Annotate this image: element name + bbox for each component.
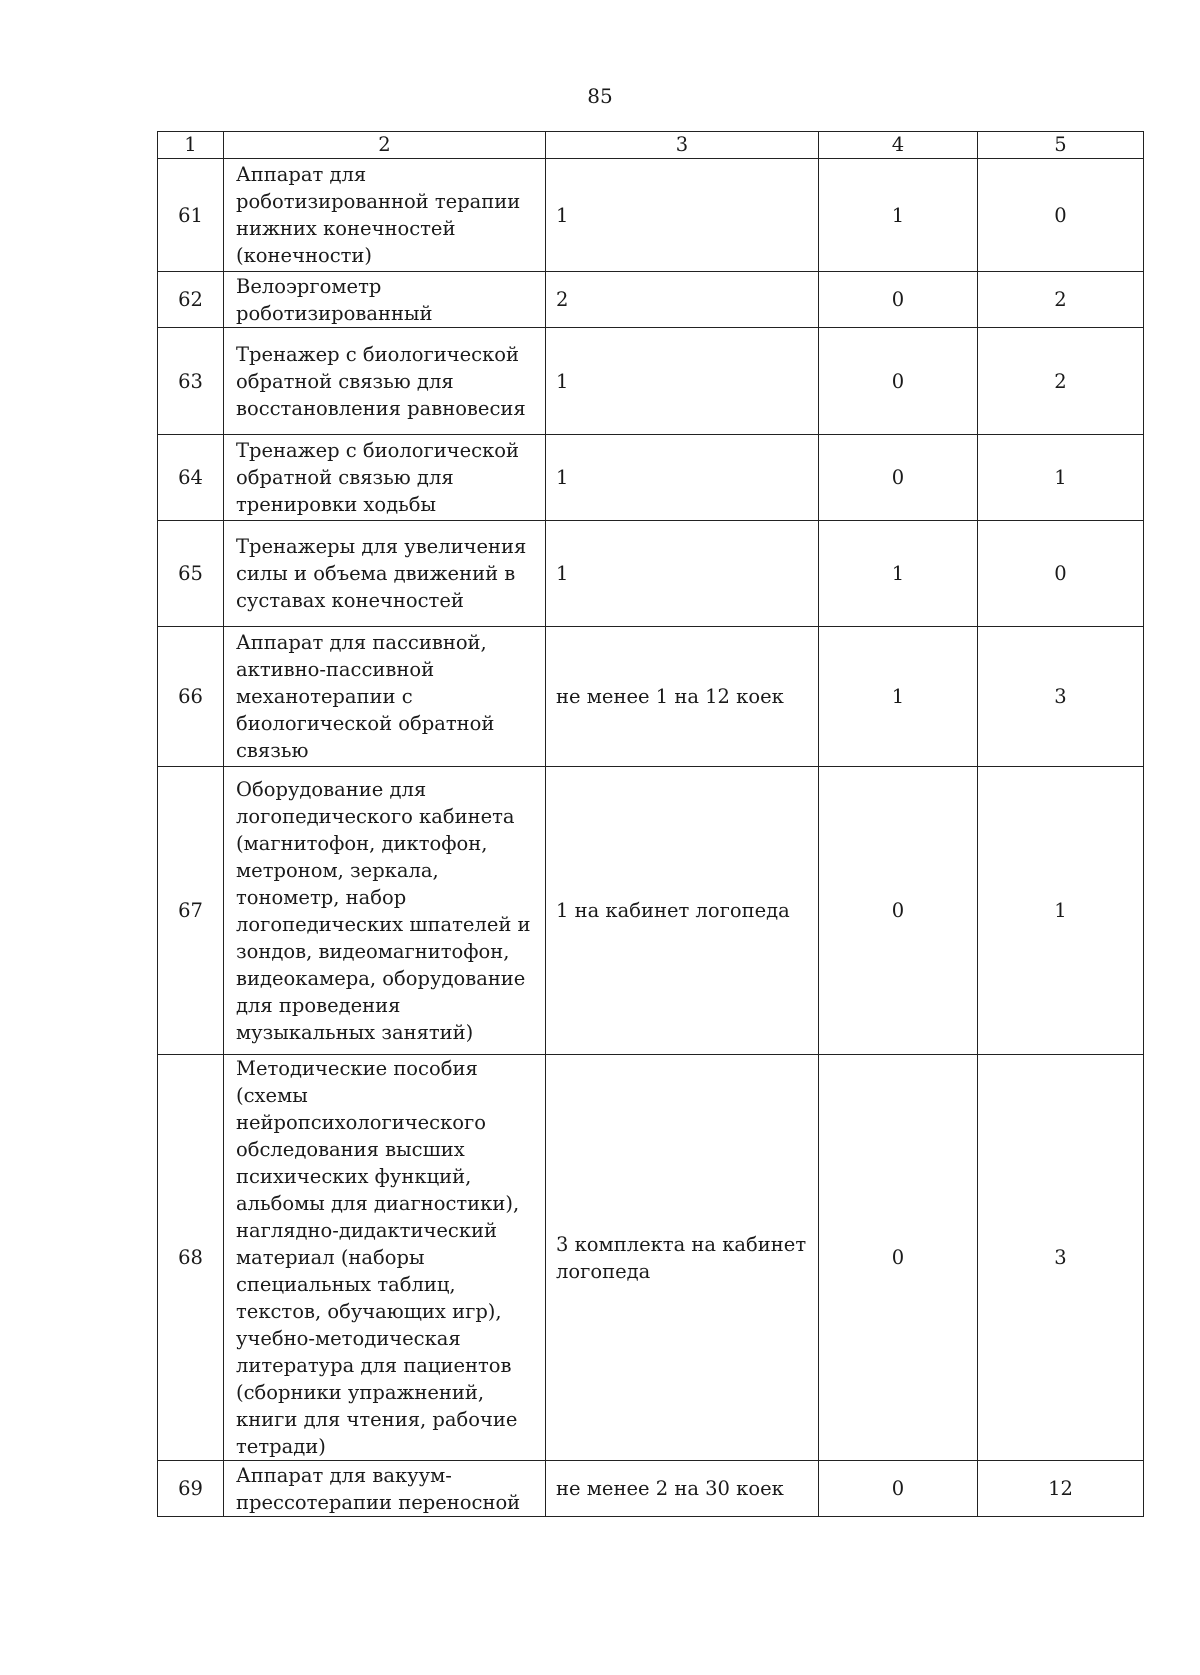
row-number: 69: [158, 1461, 224, 1517]
row-number: 63: [158, 328, 224, 435]
column-5-value: 0: [978, 521, 1144, 627]
equipment-name: Тренажер с биологической обратной связью для восстановления равновесия: [224, 328, 546, 435]
column-5-value: 12: [978, 1461, 1144, 1517]
quantity-requirement: не менее 2 на 30 коек: [546, 1461, 819, 1517]
column-4-value: 0: [819, 328, 978, 435]
column-5-value: 1: [978, 435, 1144, 521]
row-number: 64: [158, 435, 224, 521]
column-5-value: 0: [978, 159, 1144, 272]
column-header: 3: [546, 132, 819, 159]
column-4-value: 0: [819, 435, 978, 521]
column-header: 4: [819, 132, 978, 159]
column-4-value: 1: [819, 159, 978, 272]
table-row: [158, 435, 1144, 521]
equipment-name: Велоэргометр роботизированный: [224, 272, 546, 328]
column-5-value: 3: [978, 1055, 1144, 1461]
quantity-requirement: 1: [546, 159, 819, 272]
column-5-value: 3: [978, 627, 1144, 767]
quantity-requirement: 1: [546, 435, 819, 521]
page-number: 85: [587, 84, 613, 108]
quantity-requirement: 1: [546, 328, 819, 435]
column-5-value: 2: [978, 272, 1144, 328]
column-header: 2: [224, 132, 546, 159]
column-header: 5: [978, 132, 1144, 159]
table-row: [158, 521, 1144, 627]
row-number: 68: [158, 1055, 224, 1461]
table-row: [158, 627, 1144, 767]
table-row: [158, 159, 1144, 272]
column-4-value: 0: [819, 1055, 978, 1461]
equipment-name: Тренажер с биологической обратной связью для тренировки ходьбы: [224, 435, 546, 521]
equipment-table: [157, 131, 1144, 1517]
column-4-value: 0: [819, 1461, 978, 1517]
column-5-value: 2: [978, 328, 1144, 435]
table-row: [158, 272, 1144, 328]
row-number: 62: [158, 272, 224, 328]
equipment-name: Методические пособия (схемы нейропсихологического обследования высших психических функций, альбомы для диагностики), наглядно-дидактический материал (наборы специальных таблиц, текстов, обучающих игр), учебно-методическая литература для пациентов (сборники упражнений, книги для чтения, рабочие тетради): [224, 1055, 546, 1461]
row-number: 66: [158, 627, 224, 767]
row-number: 65: [158, 521, 224, 627]
quantity-requirement: 1 на кабинет логопеда: [546, 767, 819, 1055]
table-row: [158, 328, 1144, 435]
table-row: [158, 1055, 1144, 1461]
column-5-value: 1: [978, 767, 1144, 1055]
equipment-name: Аппарат для роботизированной терапии нижних конечностей (конечности): [224, 159, 546, 272]
equipment-name: Аппарат для пассивной, активно-пассивной механотерапии с биологической обратной связью: [224, 627, 546, 767]
column-header: 1: [158, 132, 224, 159]
row-number: 61: [158, 159, 224, 272]
equipment-name: Тренажеры для увеличения силы и объема движений в суставах конечностей: [224, 521, 546, 627]
quantity-requirement: 3 комплекта на кабинет логопеда: [546, 1055, 819, 1461]
column-4-value: 1: [819, 521, 978, 627]
quantity-requirement: 1: [546, 521, 819, 627]
equipment-name: Оборудование для логопедического кабинета (магнитофон, диктофон, метроном, зеркала, тонометр, набор логопедических шпателей и зондов, видеомагнитофон, видеокамера, оборудование для проведения музыкальных занятий): [224, 767, 546, 1055]
table-row: [158, 767, 1144, 1055]
column-4-value: 0: [819, 272, 978, 328]
table-header-row: [158, 132, 1144, 159]
equipment-name: Аппарат для вакуум-прессотерапии переносной: [224, 1461, 546, 1517]
table-row: [158, 1461, 1144, 1517]
column-4-value: 1: [819, 627, 978, 767]
column-4-value: 0: [819, 767, 978, 1055]
quantity-requirement: не менее 1 на 12 коек: [546, 627, 819, 767]
quantity-requirement: 2: [546, 272, 819, 328]
row-number: 67: [158, 767, 224, 1055]
